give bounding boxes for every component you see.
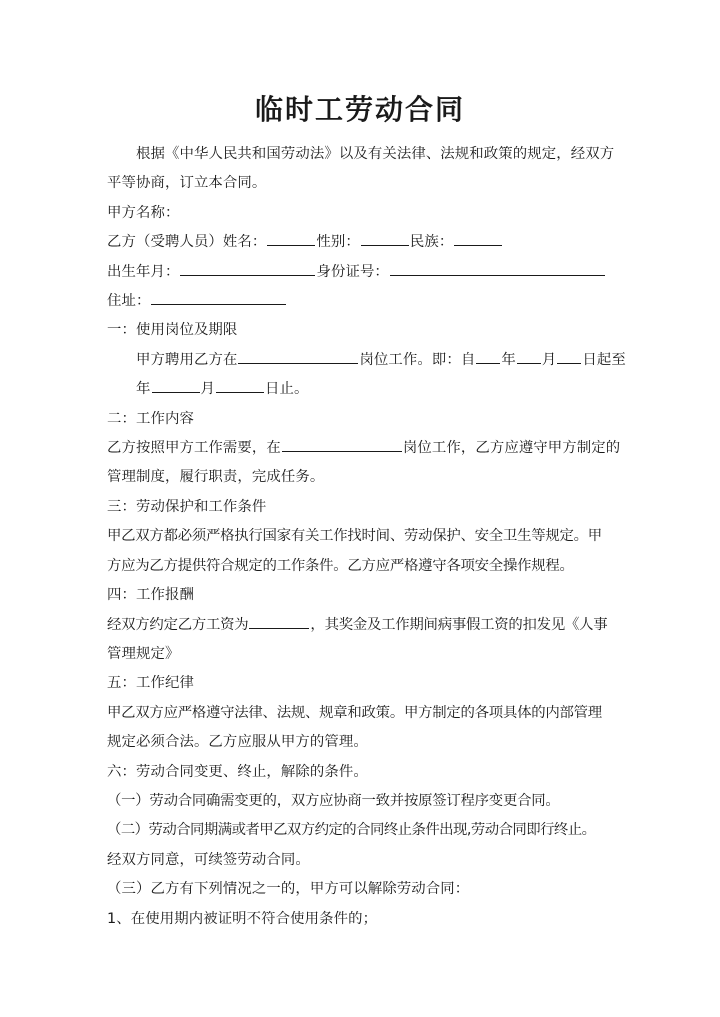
party-b-name-field[interactable] <box>267 232 315 247</box>
section-4-heading-text: 四：工作报酬 <box>107 587 194 604</box>
section-1-text-d: 月 <box>541 351 557 368</box>
section-3-text-2: 方应为乙方提供符合规定的工作条件。乙方应严格遵守各项安全操作规程。 <box>107 557 574 574</box>
section-1-heading-text: 一：使用岗位及期限 <box>107 322 238 339</box>
section-1-text-h: 日止。 <box>265 381 309 398</box>
birth-date-field[interactable] <box>180 261 315 276</box>
section-5-heading <box>107 669 619 698</box>
section-1-position-field[interactable] <box>238 349 358 364</box>
preamble-text-1: 根据《中华人民共和国劳动法》以及有关法律、法规和政策的规定，经双方 <box>136 146 615 162</box>
section-5-body-line-1 <box>107 699 619 728</box>
party-b-ethnicity-label: 民族： <box>409 234 454 251</box>
section-5-text-1: 甲乙双方应严格遵守法律、法规、规章和政策。甲方制定的各项具体的内部管理 <box>107 704 602 721</box>
section-4-heading <box>107 581 619 610</box>
section-1-start-year-field[interactable] <box>476 349 500 364</box>
address-label: 住址： <box>107 293 151 310</box>
section-4-text-c: 管理规定》 <box>107 645 180 662</box>
section-4-wage-field[interactable] <box>249 614 309 629</box>
section-6-item-2-continuation <box>107 846 619 875</box>
section-2-text-a: 乙方按照甲方工作需要，在 <box>107 440 281 457</box>
party-b-gender-field[interactable] <box>361 232 409 247</box>
party-b-row <box>107 228 619 257</box>
document-body <box>107 140 626 934</box>
section-1-body-line-1 <box>107 346 626 375</box>
section-6-heading-text: 六：劳动合同变更、终止，解除的条件。 <box>107 763 368 780</box>
party-a-name-label: 甲方名称： <box>107 204 180 221</box>
birth-date-label: 出生年月： <box>107 263 180 280</box>
section-4-body-line-2 <box>107 640 619 669</box>
section-6-item-1 <box>107 787 619 816</box>
section-1-text-e: 日起至 <box>582 351 626 368</box>
preamble-text-2: 平等协商，订立本合同。 <box>107 175 267 192</box>
section-1-text-f: 年 <box>136 381 151 398</box>
party-b-gender-label: 性别： <box>316 234 360 251</box>
section-2-body-line-1 <box>107 434 619 463</box>
preamble-line-2 <box>107 169 619 198</box>
address-row <box>107 287 619 316</box>
preamble-line-1 <box>107 140 619 169</box>
section-3-heading <box>107 493 619 522</box>
section-2-text-c: 管理制度，履行职责，完成任务。 <box>107 469 325 486</box>
section-3-body-line-2 <box>107 552 619 581</box>
section-2-text-b: 岗位工作，乙方应遵守甲方制定的 <box>402 440 621 457</box>
section-6-item-2 <box>107 816 619 845</box>
birth-id-row <box>107 258 619 287</box>
section-6-item-3-text: （三）乙方有下列情况之一的，甲方可以解除劳动合同： <box>107 881 470 898</box>
section-6-heading <box>107 758 619 787</box>
section-3-text-1: 甲乙双方都必须严格执行国家有关工作找时间、劳动保护、安全卫生等规定。甲 <box>107 528 602 545</box>
section-2-body-line-2 <box>107 463 619 492</box>
section-1-text-a: 甲方聘用乙方在 <box>136 351 238 368</box>
party-a-name-row <box>107 199 619 228</box>
section-6-item-3 <box>107 875 619 904</box>
section-1-text-c: 年 <box>501 351 516 368</box>
section-1-start-month-field[interactable] <box>517 349 541 364</box>
section-3-body-line-1 <box>107 522 619 551</box>
section-5-body-line-2 <box>107 728 619 757</box>
section-6-item-1-text: （一）劳动合同确需变更的，双方应协商一致并按原签订程序变更合同。 <box>107 792 560 809</box>
section-5-text-2: 规定必须合法。乙方应服从甲方的管理。 <box>107 734 368 751</box>
section-1-end-year-field[interactable] <box>152 379 200 394</box>
id-number-label: 身份证号： <box>316 263 389 280</box>
id-number-field[interactable] <box>390 261 605 276</box>
section-4-body-line-1 <box>107 611 619 640</box>
section-1-body-line-2 <box>107 375 619 404</box>
section-2-position-field[interactable] <box>282 437 402 452</box>
section-4-text-b: ，其奖金及工作期间病事假工资的扣发见《人事 <box>310 616 608 633</box>
section-2-heading <box>107 405 619 434</box>
section-3-heading-text: 三：劳动保护和工作条件 <box>107 498 267 515</box>
section-6-item-2-text: （二）劳动合同期满或者甲乙双方约定的合同终止条件出现,劳动合同即行终止。 <box>107 822 596 839</box>
section-1-end-month-field[interactable] <box>216 379 264 394</box>
section-2-heading-text: 二：工作内容 <box>107 410 194 427</box>
section-6-item-3-sub-1 <box>107 905 619 934</box>
section-5-heading-text: 五：工作纪律 <box>107 675 194 692</box>
address-field[interactable] <box>151 290 286 305</box>
section-4-text-a: 经双方约定乙方工资为 <box>107 616 249 633</box>
section-6-item-3-sub-1-text: 1、在使用期内被证明不符合使用条件的； <box>107 910 378 927</box>
party-b-name-label: 乙方（受聘人员）姓名： <box>107 234 267 251</box>
page-title: 临时工劳动合同 <box>254 93 465 126</box>
section-1-heading <box>107 316 619 345</box>
section-1-text-b: 岗位工作。即：自 <box>359 351 476 368</box>
section-1-text-g: 月 <box>200 381 215 398</box>
party-b-ethnicity-field[interactable] <box>454 232 502 247</box>
section-6-item-2-cont-text: 经双方同意，可续签劳动合同。 <box>107 851 310 868</box>
section-1-start-day-field[interactable] <box>557 349 581 364</box>
